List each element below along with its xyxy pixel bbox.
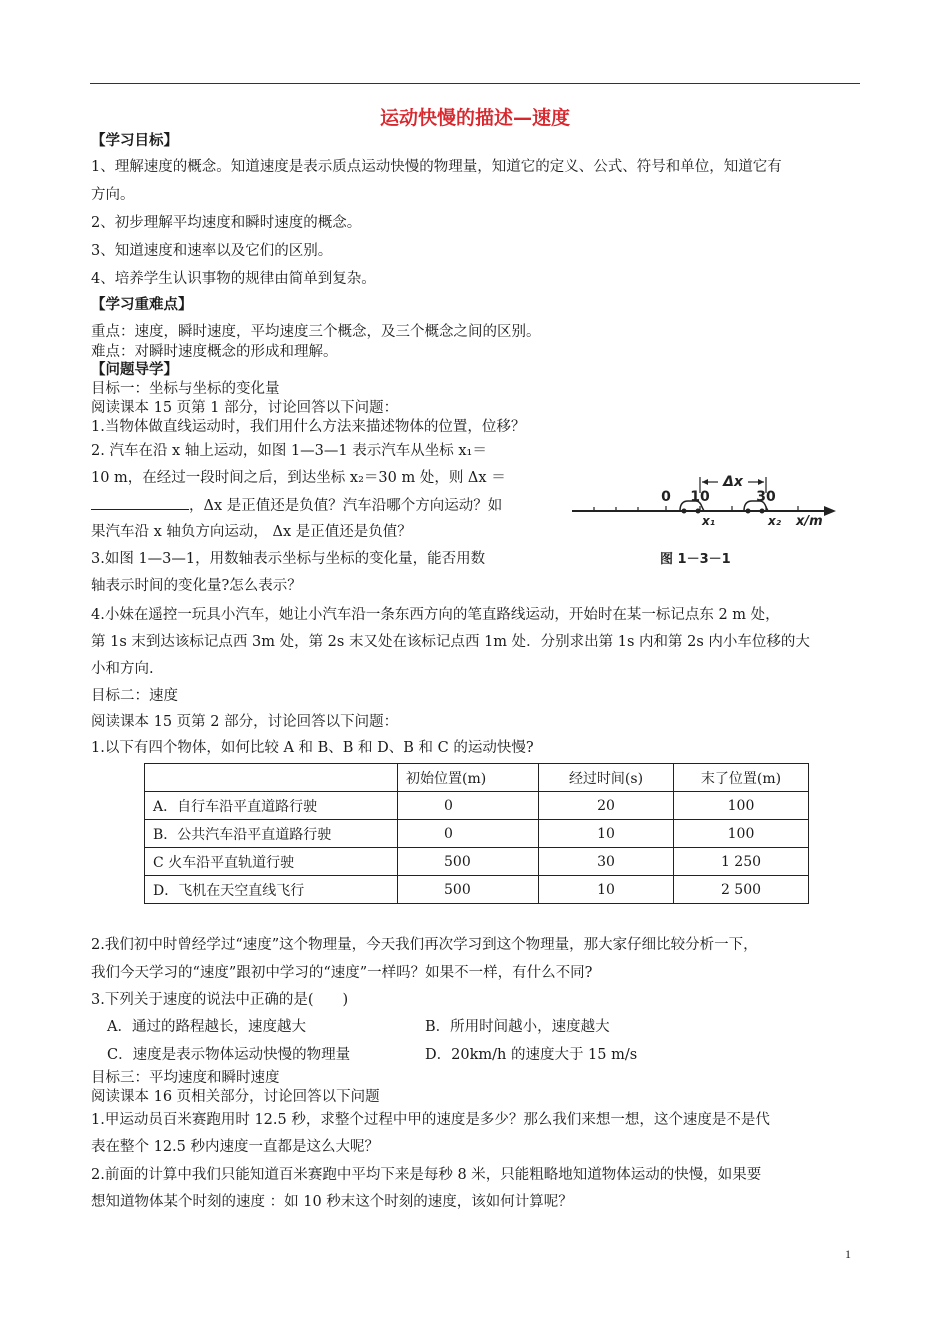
- question-2-line1: 2. 汽车在沿 x 轴上运动，如图 1—3—1 表示汽车从坐标 x₁＝: [91, 443, 487, 459]
- delta-x-label: Δx: [723, 474, 743, 490]
- key-point: 重点：速度，瞬时速度，平均速度三个概念，及三个概念之间的区别。: [91, 324, 541, 340]
- target-two-question-2-line1: 2.我们初中时曾经学过“速度”这个物理量，今天我们再次学习到这个物理量，那大家仔细比较分析一下，: [91, 937, 758, 953]
- page-title: 运动快慢的描述—速度: [379, 107, 570, 129]
- target-two-question-3: 3.下列关于速度的说法中正确的是( ): [91, 992, 349, 1008]
- difficult-point: 难点：对瞬时速度概念的形成和理解。: [91, 344, 338, 360]
- keypoints-heading: 【学习重难点】: [91, 297, 193, 313]
- question-4-line1: 4.小妹在遥控一玩具小汽车，她让小汽车沿一条东西方向的笔直路线运动，开始时在某一标记点东 2 m 处，: [91, 607, 780, 623]
- target-two-question-2-line2: 我们今天学习的“速度”跟初中学习的“速度”一样吗？如果不一样，有什么不同?: [91, 965, 593, 981]
- option-d: D．20km/h 的速度大于 15 m/s: [425, 1047, 638, 1063]
- goal-item-1: 1、理解速度的概念。知道速度是表示质点运动快慢的物理量，知道它的定义、公式、符号和单位，知道它有: [91, 159, 782, 175]
- number-line-figure: [566, 465, 846, 575]
- tick-label-0: 0: [661, 489, 671, 505]
- target-two: 目标二：速度: [91, 688, 178, 704]
- target-three: 目标三：平均速度和瞬时速度: [91, 1070, 280, 1086]
- comparison-table: [144, 763, 809, 904]
- reading-three: 阅读课本 16 页相关部分，讨论回答以下问题: [91, 1089, 380, 1105]
- table-row: C 火车沿平直轨道行驶 500 30 1 250: [145, 848, 809, 876]
- answer-blank[interactable]: [91, 495, 189, 510]
- question-1: 1.当物体做直线运动时，我们用什么方法来描述物体的位置，位移？: [91, 419, 526, 435]
- question-2-line2: 10 m，在经过一段时间之后，到达坐标 x₂＝30 m 处，则 Δx ＝: [91, 470, 506, 486]
- target-three-question-2-line2: 想知道物体某个时刻的速度 ：如 10 秒末这个时刻的速度，该如何计算呢？: [91, 1194, 573, 1210]
- axis-arrow: [824, 506, 836, 516]
- goal-item-4: 4、培养学生认识事物的规律由简单到复杂。: [91, 271, 376, 287]
- table-row: B．公共汽车沿平直道路行驶 0 10 100: [145, 820, 809, 848]
- question-2-line4: 果汽车沿 x 轴负方向运动， Δx 是正值还是负值？: [91, 524, 412, 540]
- question-3-line1: 3.如图 1—3—1，用数轴表示坐标与坐标的变化量，能否用数: [91, 551, 486, 567]
- target-three-question-2-line1: 2.前面的计算中我们只能知道百米赛跑中平均下来是每秒 8 米，只能粗略地知道物体运动的快慢，如果要: [91, 1167, 762, 1183]
- option-b: B．所用时间越小，速度越大: [425, 1019, 610, 1035]
- page-number: 1: [845, 1247, 851, 1261]
- header-elapsed-time: 经过时间(s): [539, 764, 674, 792]
- question-4-line3: 小和方向.: [91, 661, 154, 677]
- target-one: 目标一：坐标与坐标的变化量: [91, 381, 280, 397]
- guide-heading: 【问题导学】: [91, 362, 178, 378]
- target-three-question-1-line1: 1.甲运动员百米赛跑用时 12.5 秒，求整个过程中甲的速度是多少？那么我们来想一想，这个速度是不是代: [91, 1112, 770, 1128]
- header-initial-position: 初始位置(m): [398, 764, 539, 792]
- reading-two: 阅读课本 15 页第 2 部分，讨论回答以下问题：: [91, 714, 399, 730]
- x2-label: x₂: [768, 514, 781, 528]
- goal-item-1-cont: 方向。: [91, 187, 135, 203]
- tick-label-30: 30: [756, 489, 776, 505]
- table-row: D．飞机在天空直线飞行 500 10 2 500: [145, 876, 809, 904]
- header-rule: [90, 83, 860, 84]
- goal-item-3: 3、知道速度和速率以及它们的区别。: [91, 243, 333, 259]
- goal-item-2: 2、初步理解平均速度和瞬时速度的概念。: [91, 215, 362, 231]
- question-3-line2: 轴表示时间的变化量?怎么表示？: [91, 578, 302, 594]
- goals-heading: 【学习目标】: [91, 133, 178, 149]
- table-row: A．自行车沿平直道路行驶 0 20 100: [145, 792, 809, 820]
- axis-label: x/m: [796, 514, 823, 529]
- target-two-question-1: 1.以下有四个物体，如何比较 A 和 B、B 和 D、B 和 C 的运动快慢?: [91, 740, 534, 756]
- header-final-position: 末了位置(m): [674, 764, 809, 792]
- figure-caption: 图 1－3－1: [660, 552, 731, 567]
- x1-label: x₁: [702, 514, 715, 528]
- table-header-row: [145, 764, 809, 792]
- reading-one: 阅读课本 15 页第 1 部分，讨论回答以下问题：: [91, 400, 399, 416]
- question-2-line3: ，Δx 是正值还是负值？汽车沿哪个方向运动？如: [91, 495, 502, 516]
- tick-label-10: 10: [690, 489, 710, 505]
- question-4-line2: 第 1s 末到达该标记点西 3m 处，第 2s 末又处在该标记点西 1m 处．分别求出第 1s 内和第 2s 内小车位移的大: [91, 634, 810, 650]
- option-c: C．速度是表示物体运动快慢的物理量: [107, 1047, 351, 1063]
- target-three-question-1-line2: 表在整个 12.5 秒内速度一直都是这么大呢？: [91, 1139, 380, 1155]
- option-a: A．通过的路程越长，速度越大: [107, 1019, 306, 1035]
